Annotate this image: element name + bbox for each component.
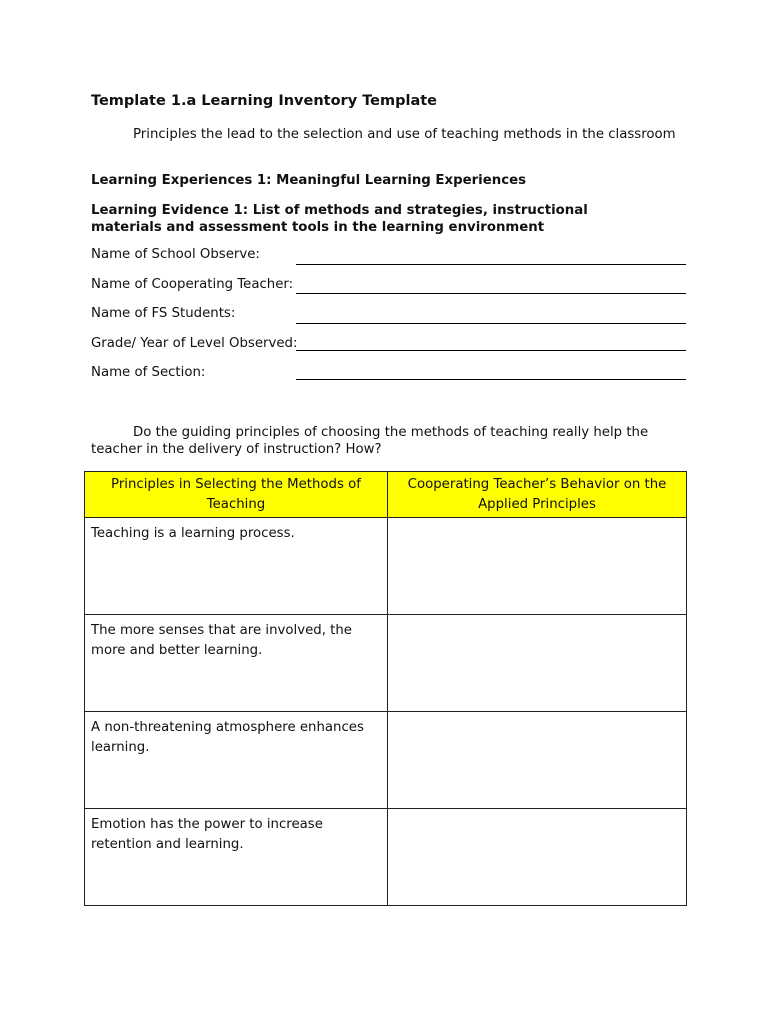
question-paragraph [91,424,691,458]
field-label-grade-level: Grade/ Year of Level Observed: [91,336,298,351]
field-line-fs-students[interactable] [296,323,686,324]
table-header-principles: Principles in Selecting the Methods of Teaching [85,472,388,518]
principle-cell: Teaching is a learning process. [85,518,388,615]
behavior-cell[interactable] [388,712,687,809]
table-header-row [85,472,687,518]
intro-paragraph [91,126,691,143]
field-label-section: Name of Section: [91,365,206,380]
table-header-behavior: Cooperating Teacher’s Behavior on the Applied Principles [388,472,687,518]
table-row [85,712,687,809]
question-text: Do the guiding principles of choosing the methods of teaching really help the teacher in the delivery of instruction? How? [91,425,649,457]
principle-cell: A non-threatening atmosphere enhances learning. [85,712,388,809]
field-line-cooperating-teacher[interactable] [296,293,686,294]
behavior-cell[interactable] [388,809,687,906]
field-line-section[interactable] [296,379,686,380]
table-row [85,615,687,712]
intro-text: Principles the lead to the selection and use of teaching methods in the classroom [133,127,676,142]
field-label-cooperating-teacher: Name of Cooperating Teacher: [91,277,294,292]
field-line-school[interactable] [296,264,686,265]
behavior-cell[interactable] [388,518,687,615]
experience-heading: Learning Experiences 1: Meaningful Learning Experiences [91,173,527,188]
field-label-school: Name of School Observe: [91,247,260,262]
evidence-heading: Learning Evidence 1: List of methods and strategies, instructional materials and assessment tools in the learning environment [91,203,588,235]
table-row [85,809,687,906]
behavior-cell[interactable] [388,615,687,712]
document-title: Template 1.a Learning Inventory Template [91,93,438,109]
principles-table [84,471,687,906]
table-row [85,518,687,615]
field-label-fs-students: Name of FS Students: [91,306,236,321]
principle-cell: Emotion has the power to increase retention and learning. [85,809,388,906]
principle-cell: The more senses that are involved, the more and better learning. [85,615,388,712]
field-line-grade-level[interactable] [296,350,686,351]
